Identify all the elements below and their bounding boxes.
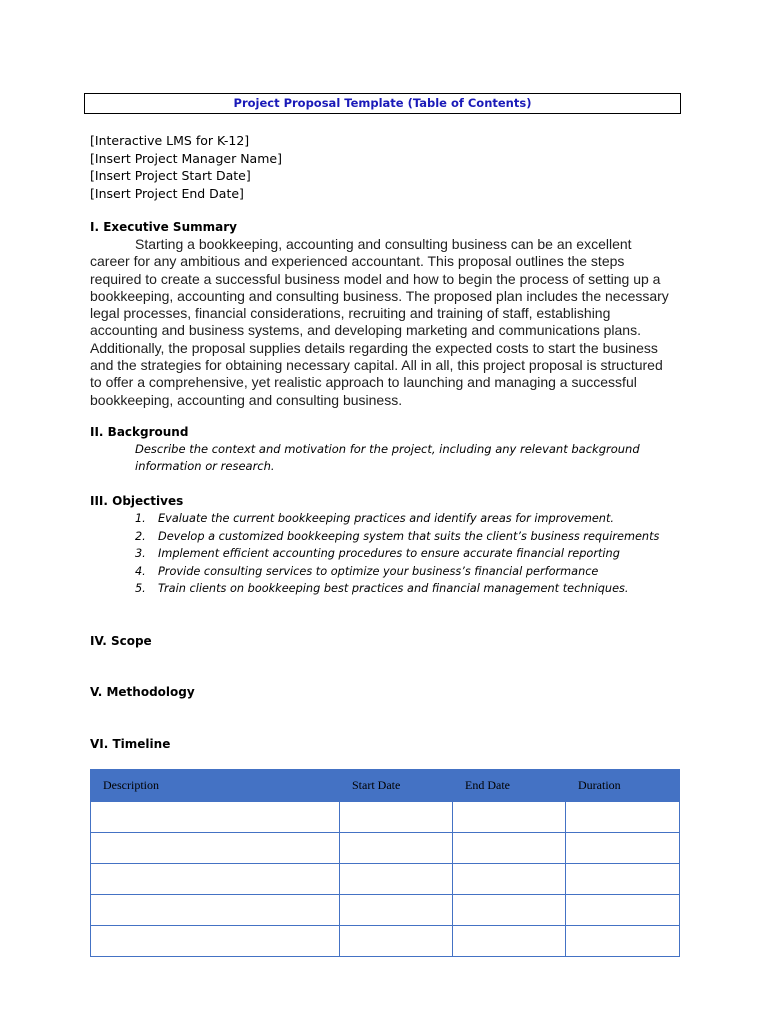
objective-text: Implement efficient accounting procedures to ensure accurate financial reporting: [158, 547, 620, 560]
meta-start-date: [Insert Project Start Date]: [90, 168, 251, 183]
timeline-table: [90, 769, 680, 957]
column-header-end-date: End Date: [453, 770, 566, 802]
table-cell[interactable]: [340, 833, 453, 864]
scope-heading: IV. Scope: [90, 634, 152, 648]
objective-number: 3.: [135, 547, 146, 560]
table-cell[interactable]: [91, 802, 340, 833]
meta-end-date: [Insert Project End Date]: [90, 185, 244, 201]
objective-item: [135, 580, 659, 598]
table-row: [91, 802, 680, 833]
table-cell[interactable]: [453, 802, 566, 833]
table-row: [91, 926, 680, 957]
meta-project-name: [Interactive LMS for K-12]: [90, 133, 250, 148]
objective-number: 4.: [135, 564, 146, 578]
objective-text: Evaluate the current bookkeeping practices and identify areas for improvement.: [158, 512, 614, 525]
document-title: Project Proposal Template (Table of Contents): [84, 93, 681, 114]
table-cell[interactable]: [453, 926, 566, 957]
column-header-duration: Duration: [566, 770, 680, 802]
table-cell[interactable]: [340, 926, 453, 957]
objective-item: [135, 528, 659, 546]
background-body: Describe the context and motivation for the project, including any relevant background information or research.: [135, 442, 640, 473]
objective-item: [135, 563, 659, 581]
table-cell[interactable]: [566, 833, 680, 864]
table-cell[interactable]: [566, 926, 680, 957]
objective-text: Provide consulting services to optimize your business’s financial performance: [158, 564, 599, 578]
table-cell[interactable]: [566, 895, 680, 926]
objective-item: [135, 545, 659, 563]
table-cell[interactable]: [91, 895, 340, 926]
executive-summary-paragraph: Starting a bookkeeping, accounting and consulting business can be an excellent career for any ambitious and experienced accountant. This proposal outlines the steps required to create a successful business model and how to begin the process of setting up a bookkeeping, accounting and consulting business. The proposed plan includes the necessary legal processes, financial considerations, recruiting and training of staff, establishing accounting and business systems, and developing marketing and communications plans. Additionally, the proposal supplies details regarding the expected costs to start the business and the strategies for obtaining necessary capital. All in all, this project proposal is structured to offer a comprehensive, yet realistic approach to launching and managing a successful bookkeeping, accounting and consulting business.: [90, 236, 669, 408]
table-header-row: [91, 770, 680, 802]
table-cell[interactable]: [340, 802, 453, 833]
executive-summary-body: [90, 236, 675, 409]
table-cell[interactable]: [91, 926, 340, 957]
background-heading: II. Background: [90, 425, 189, 439]
objective-number: 5.: [135, 582, 146, 595]
column-header-description: Description: [91, 770, 340, 802]
objective-item: [135, 510, 659, 528]
timeline-heading: VI. Timeline: [90, 737, 171, 751]
table-cell[interactable]: [340, 895, 453, 926]
objective-number: 1.: [135, 512, 146, 525]
table-cell[interactable]: [340, 864, 453, 895]
table-cell[interactable]: [453, 833, 566, 864]
column-header-start-date: Start Date: [340, 770, 453, 802]
objective-text: Train clients on bookkeeping best practices and financial management techniques.: [158, 582, 629, 595]
table-cell[interactable]: [566, 864, 680, 895]
project-meta: [90, 132, 282, 202]
objectives-heading: III. Objectives: [90, 494, 184, 508]
table-row: [91, 833, 680, 864]
table-cell[interactable]: [453, 864, 566, 895]
table-cell[interactable]: [91, 833, 340, 864]
table-cell[interactable]: [566, 802, 680, 833]
table-row: [91, 895, 680, 926]
objective-text: Develop a customized bookkeeping system that suits the client’s business requirements: [158, 529, 660, 543]
table-cell[interactable]: [453, 895, 566, 926]
objective-number: 2.: [135, 529, 146, 543]
objectives-list: [135, 510, 659, 598]
executive-summary-heading: I. Executive Summary: [90, 220, 237, 234]
methodology-heading: V. Methodology: [90, 685, 195, 699]
meta-manager-name: [Insert Project Manager Name]: [90, 150, 282, 166]
table-row: [91, 864, 680, 895]
table-cell[interactable]: [91, 864, 340, 895]
